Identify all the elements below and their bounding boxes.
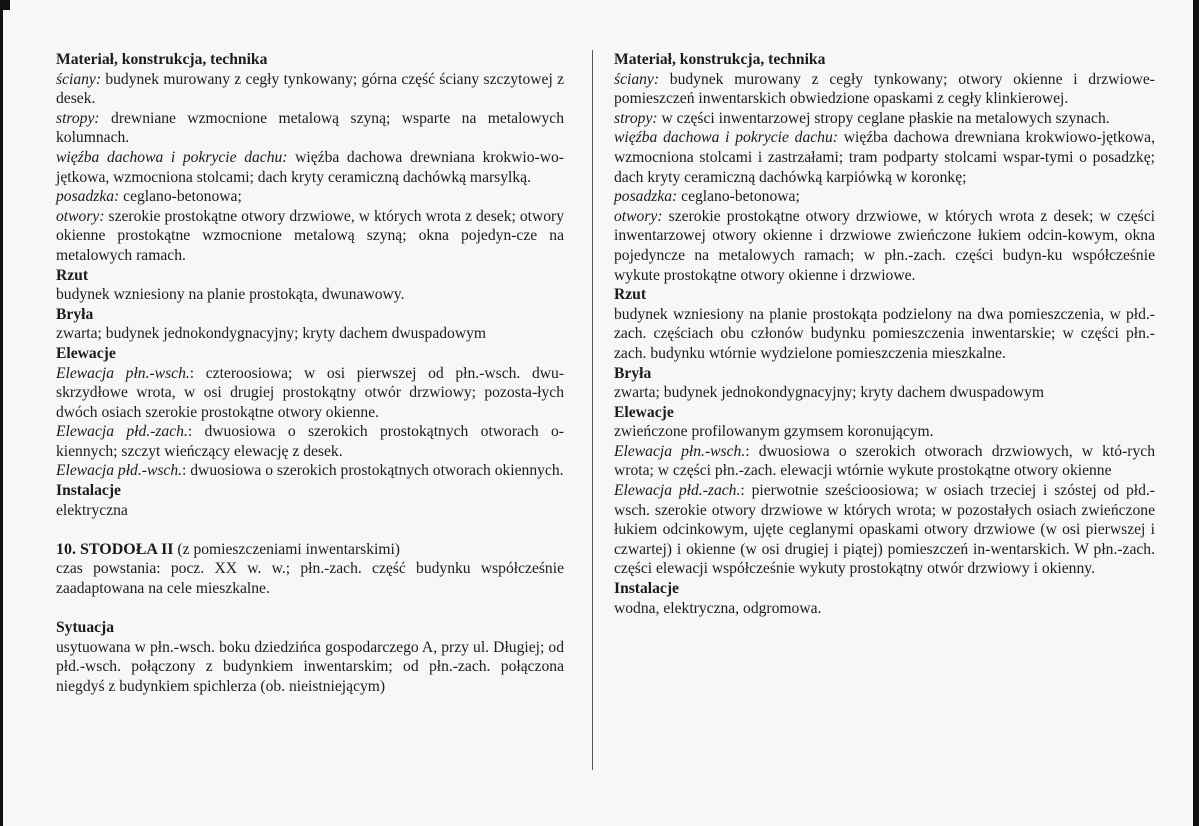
left-heading-rzut: Rzut (56, 266, 89, 284)
right-elewacje-text: zwieńczone profilowanym gzymsem koronującym. (614, 423, 934, 441)
section-stodola-text: czas powstania: pocz. XX w. w.; płn.-zach. część budynku współcześnie zaadaptowana na cele mieszkalne. (56, 560, 564, 598)
right-elewacja-1: Elewacja płn.-wsch.: dwuosiowa o szerokich otworach drzwiowych, w któ-rych wrota; w części płn.-zach. elewacji wtórnie wykute prostokątne otwory okienne (614, 442, 1155, 480)
left-elewacja-3: Elewacja płd.-wsch.: dwuosiowa o szerokich prostokątnych otworach okiennych. (56, 462, 564, 480)
right-elewacja-2: Elewacja płd.-zach.: pierwotnie sześcioosiowa; w osiach trzeciej i szóstej od płd.-wsch. szerokie otwory drzwiowe w których wrota; w pozostałych osiach zwieńczone łukiem odcinkowym, ujęte ceglanymi opaskami otwory drzwiowe (w osi pierwszej i czwartej) i okienne (w osi drugiej i piątej) pomieszczeń in-wentarskich. W płn.-zach. części elewacji współcześnie wykuty prostokątny otwór drzwiowy i okienny. (614, 482, 1155, 578)
left-posadzka: posadzka: ceglano-betonowa; (56, 188, 242, 206)
section-heading-stodola: 10. STODOŁA II (z pomieszczeniami inwentarskimi) (56, 540, 400, 558)
scan-edge-right (1193, 0, 1199, 826)
right-heading-rzut: Rzut (614, 286, 647, 304)
left-elewacja-2: Elewacja płd.-zach.: dwuosiowa o szerokich prostokątnych otworach o-kiennych; szczyt wieńczący elewację z desek. (56, 423, 564, 460)
left-rzut-text: budynek wzniesiony na planie prostokąta, dwunawowy. (56, 286, 405, 304)
left-heading-sytuacja: Sytuacja (56, 619, 115, 637)
scan-corner-top-left (0, 0, 10, 10)
right-instalacje-text: wodna, elektryczna, odgromowa. (614, 599, 822, 617)
right-heading-elewacje: Elewacje (614, 403, 674, 421)
left-stropy: stropy: drewniane wzmocnione metalową szyną; wsparte na metalowych kolumnach. (56, 109, 564, 147)
right-rzut-text: budynek wzniesiony na planie prostokąta podzielony na dwa pomieszczenia, w płd.-zach. częściach obu członów budynku pomieszczenia inwentarskie; w części płn.-zach. budynku wtórnie wydzielone pomieszczenia mieszkalne. (614, 305, 1155, 362)
left-sytuacja-text: usytuowana w płn.-wsch. boku dziedzińca gospodarczego A, przy ul. Długiej; od płd.-wsch. połączony z budynkiem inwentarskim; od płn.-zach. połączona niegdyś z budynkiem spichlerza (ob. nieistniejącym) (56, 638, 564, 695)
left-heading-elewacje: Elewacje (56, 344, 116, 362)
left-instalacje-text: elektryczna (56, 501, 128, 519)
left-spacer (56, 520, 564, 540)
left-heading-bryla: Bryła (56, 305, 94, 323)
right-wiezba: więźba dachowa i pokrycie dachu: więźba dachowa drewniana krokwiowo-jętkowa, wzmocniona stolcami i zastrzałami; tram podparty stolcami wspar-tymi o posadzkę; dach kryty ceramiczną dachówką karpiówką w koronkę; (614, 129, 1155, 186)
right-bryla-text: zwarta; budynek jednokondygnacyjny; kryty dachem dwuspadowym (614, 384, 1045, 402)
left-elewacja-1: Elewacja płn.-wsch.: czteroosiowa; w osi pierwszej od płn.-wsch. dwu-skrzydłowe wrota, w osi drugiej prostokątny otwór drzwiowy; pozosta-łych dwóch osiach szerokie prostokątne otwory okienne. (56, 364, 565, 421)
right-heading-bryla: Bryła (614, 364, 652, 382)
right-otwory: otwory: szerokie prostokątne otwory drzwiowe, w których wrota z desek; w części inwentarzowej otwory okienne i drzwiowe zwieńczone łukiem odcin-kowym, okna pojedyncze na metalowych ramach; w płn.-zach. części budyn-ku współcześnie wykute prostokątne otwory okienne i drzwiowe. (614, 207, 1155, 284)
left-heading-instalacje: Instalacje (56, 482, 121, 500)
left-otwory: otwory: szerokie prostokątne otwory drzwiowe, w których wrota z desek; otwory okienne prostokątne wzmocnione metalową szyną; okna pojedyn-cze na metalowych ramach. (56, 207, 564, 264)
right-heading-instalacje: Instalacje (614, 580, 679, 598)
left-sciany: ściany: budynek murowany z cegły tynkowany; górna część ściany szczytowej z desek. (56, 70, 564, 108)
left-heading-material: Materiał, konstrukcja, technika (56, 51, 268, 68)
right-posadzka: posadzka: ceglano-betonowa; (614, 188, 800, 206)
left-wiezba: więźba dachowa i pokrycie dachu: więźba dachowa drewniana krokwio-wo-jętkowa, wzmocniona stolcami; dach kryty ceramiczną dachówką marsylką. (56, 148, 564, 186)
scan-edge-left (0, 0, 3, 826)
right-heading-material: Materiał, konstrukcja, technika (614, 51, 826, 68)
left-spacer-2 (56, 599, 564, 619)
right-stropy: stropy: w części inwentarzowej stropy ceglane płaskie na metalowych szynach. (614, 109, 1110, 127)
right-sciany: ściany: budynek murowany z cegły tynkowany; otwory okienne i drzwiowe-pomieszczeń inwentarskich obwiedzione opaskami z cegły klinkierowej. (614, 70, 1155, 108)
column-divider (592, 50, 593, 770)
right-column (614, 50, 1155, 618)
left-column (56, 50, 564, 697)
left-bryla-text: zwarta; budynek jednokondygnacyjny; kryty dachem dwuspadowym (56, 325, 487, 343)
